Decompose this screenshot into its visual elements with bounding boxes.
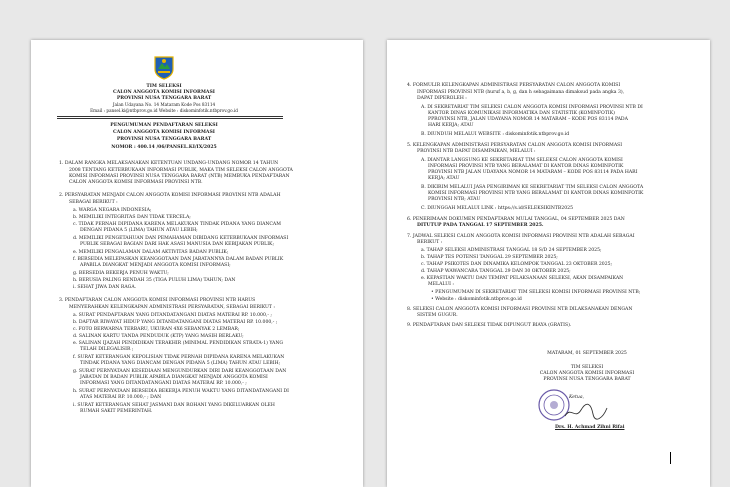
page2-body-line: • PENGUMUMAN DI SEKRETARIAT TIM SELEKSI KOMISI INFORMASI PROVINSI NTB; [431, 290, 641, 295]
page1-body-line: 3. PENDAFTARAN CALON ANGGOTA KOMISI INFORMASI PROVINSI NTB HARUS [59, 298, 256, 303]
page2-body-line: 6. PENERIMAAN DOKUMEN PENDAFTARAN MULAI TANGGAL, 04 SEPTEMBER 2025 DAN [407, 217, 625, 222]
page1-body-line: TINDAK PIDANA YANG DIANCAM DENGAN PIDANA 5 (LIMA) TAHUN ATAU LEBIH; [80, 361, 281, 366]
page2-body-line: 4. FORMULIR KELENGKAPAN ADMINISTRASI PERSYARATAN CALON ANGGOTA KOMISI [407, 83, 621, 88]
page2-body-line: BERIKUT : [417, 240, 443, 245]
page1-body-line: 2008 TENTANG KETERBUKAAN INFORMASI PUBLIK, MAKA TIM SELEKSI CALON ANGGOTA [69, 168, 293, 173]
page1-body-line: f. SURAT KETERANGAN KEPOLISIAN TIDAK PERNAH DIPIDANA KARENA MELAKUKAN [73, 355, 285, 360]
page1-body-line: KOMISI INFORMASI PROVINSI NUSA TENGGARA BARAT (NTB) MEMBUKA PENDAFTARAN [69, 174, 290, 179]
announcement-title2: CALON ANGGOTA KOMISI INFORMASI [113, 130, 215, 135]
page1-body-line: JABATAN DI BADAN PUBLIK APABILA DIANGKAT MENJADI ANGGOTA KOMISI [80, 375, 268, 380]
page1-body-line: d. SALINAN KARTU TANDA PENDUDUK (KTP) YANG MASIH BERLAKU; [73, 334, 244, 339]
page1-body-line: g. SURAT PERNYATAAN KESEDIAAN MENGUNDURKAN DIRI DARI KEANGGOTAAN DAN [73, 369, 287, 374]
page2-body-line: 8. SELEKSI CALON ANGGOTA KOMISI INFORMASI PROVINSI NTB DILAKSANAKAN DENGAN [407, 307, 633, 312]
page2-body-line: MELALUI : [428, 282, 454, 287]
letterhead-address: Jalan Udayana No. 14 Mataram Kode Pos 83114 [112, 102, 216, 107]
page1-body-line: b. MEMILIKI INTEGRITAS DAN TIDAK TERCELA; [73, 215, 191, 220]
text-cursor [670, 452, 671, 464]
announcement-title1: PENGUMUMAN PENDAFTARAN SELEKSI [110, 123, 218, 128]
closing-team1: TIM SELEKSI [570, 365, 604, 370]
page2-body-line: A. DI SEKRETARIAT TIM SELEKSI CALON ANGGOTA KOMISI INFORMASI PROVINSI NTB DI [421, 105, 643, 110]
page2-body-line: KANTOR DINAS KOMUNIKASI INFORMATIKA DAN STATISTIK (KOMINFOTIK) [428, 111, 615, 116]
letterhead-divider-thin [57, 118, 283, 119]
page1-body-line: SEBAGAI BERIKUT : [69, 200, 118, 205]
page2-body-line: PROVINSI NTB; ATAU [428, 197, 481, 202]
announcement-title3: PROVINSI NUSA TENGGARA BARAT [116, 137, 212, 142]
page2-body-line: PROVINSI NTB JALAN UDAYANA NOMOR 14 MATARAM – KODE POS 83114 PADA HARI [428, 170, 638, 175]
page1-body-line: e. SALINAN IJAZAH PENDIDIKAN TERAKHIR (MINIMAL PENDIDIKAN STRATA-1) YANG [73, 341, 284, 346]
page2-body-line: INFORMASI PROVINSI NTB YANG BERALAMAT DI KANTOR DINAS KOMINFOTIK [428, 164, 624, 169]
page1-body-line: f. BERSEDIA MELEPASKAN KEANGGOTAAN DAN JABATANNYA DALAM BADAN PUBLIK [73, 257, 284, 262]
signature-icon [563, 402, 609, 422]
page1-body-line: h. BERUSIA PALING RENDAH 35 (TIGA PULUH LIMA) TAHUN; DAN [73, 278, 236, 283]
page2-body-line: • Website : diskominfotik.ntbprov.go.id [431, 297, 522, 302]
page1-body-line: a. WARGA NEGARA INDONESIA; [73, 208, 152, 213]
page1-body-line: INFORMASI YANG DITANDATANGANI DIATAS MATERAI RP. 10.000,- ; [80, 381, 247, 386]
page1-body-line: c. FOTO BERWARNA TERBARU, UKURAN 4X6 SEBANYAK 2 LEMBAR; [73, 327, 240, 332]
page1-body-line: MENYERAHKAN KELENGKAPAN ADMINISTRASI PERSYARATAN, SEBAGAI BERIKUT : [69, 305, 275, 310]
page2-body-line: 9. PENDAFTARAN DAN SELEKSI TIDAK DIPUNGUT BIAYA (GRATIS). [407, 323, 572, 328]
page1-body-line: CALON ANGGOTA KOMISI INFORMASI PROVINSI NTB. [69, 180, 203, 185]
page1-body-line: TELAH DILEGALISIR ; [80, 347, 134, 352]
page2-body-line: B. DIKIRIM MELALUI JASA PENGIRIMAN KE SEKRETARIAT TIM SELEKSI CALON ANGGOTA [421, 185, 644, 190]
page2-body-line: HARI KERJA; ATAU [428, 123, 474, 128]
page1-body-line: i. SEHAT JIWA DAN RAGA. [73, 285, 137, 290]
page2-body-line: d. TAHAP WAWANCARA TANGGAL 29 DAN 30 OKTOBER 2025; [421, 269, 571, 274]
closing-role: Ketua, [569, 395, 585, 400]
letterhead-line2: CALON ANGGOTA KOMISI INFORMASI [113, 90, 215, 95]
page1-body-line: h. SURAT PERNYATAAN BERSEDIA BEKERJA PENUH WAKTU YANG DITANDATANGANI DI [73, 389, 289, 394]
page2-body-line: 7. JADWAL SELEKSI CALON ANGGOTA KOMISI INFORMASI PROVINSI NTB ADALAH SEBAGAI [407, 234, 635, 239]
document-page-2 [387, 40, 710, 487]
page2-body-line: KOMISI INFORMASI PROVINSI NTB YANG BERALAMAT DI KANTOR DINAS KOMINFOTIK [428, 191, 644, 196]
province-emblem-logo [153, 54, 175, 80]
page1-body-line: APABILA DIANGKAT MENJADI ANGGOTA KOMISI INFORMASI; [80, 263, 231, 268]
document-page-1 [31, 40, 363, 487]
page2-body-line: a. TAHAP SELEKSI ADMINISTRASI TANGGAL 18 S/D 24 SEPTEMBER 2025; [421, 248, 602, 253]
page2-body-line: INFORMASI PROVINSI NTB (huruf a, b, g, dan h sebagaimana dimaksud pada angka 3), [417, 90, 625, 95]
closing-signer: Drs. H. Achmad Zihni Rifai [555, 425, 625, 430]
page1-body-line: ATAS MATERAI RP. 10.000,- ; DAN [80, 395, 162, 400]
page2-body-line: SISTEM GUGUR. [417, 313, 458, 318]
letterhead-line3: PROVINSI NUSA TENGGARA BARAT [116, 96, 212, 101]
page2-body-line: e. KEPASTIAN WAKTU DAN TEMPAT PELAKSANAAN SELEKSI, AKAN DISAMPAIKAN [421, 276, 624, 281]
letterhead-line1: TIM SELEKSI [146, 84, 182, 89]
page1-body-line: b. DAFTAR RIWAYAT HIDUP YANG DITANDATANGANI DIATAS MATERAI RP. 10.000,- ; [73, 320, 278, 325]
closing-place-date: MATARAM, 01 SEPTEMBER 2025 [547, 351, 627, 356]
announcement-number: NOMOR : 400.14 /06/PANSEL.KI/IX/2025 [111, 145, 217, 150]
page1-body-line: DENGAN PIDANA 5 (LIMA) TAHUN ATAU LEBIH; [80, 228, 198, 233]
page2-body-line: DITUTUP PADA TANGGAL 17 SEPTEMBER 2025. [417, 223, 544, 228]
page2-body-line: A. DIANTAR LANGSUNG KE SEKRETARIAT TIM SELEKSI CALON ANGGOTA KOMISI [421, 158, 623, 163]
page1-body-line: g. BERSEDIA BEKERJA PENUH WAKTU; [73, 271, 169, 276]
page2-body-line: 5. KELENGKAPAN ADMINISTRASI PERSYARATAN CALON ANGGOTA KOMISI INFORMASI [407, 143, 623, 148]
page2-body-line: DAPAT DIPEROLEH : [417, 96, 467, 101]
page1-body-line: PUBLIK SEBAGAI BAGIAN DARI HAK ASASI MANUSIA DAN KEBIJAKAN PUBLIK; [80, 242, 275, 247]
page1-body-line: c. TIDAK PERNAH DIPIDANA KARENA MELAKUKAN TINDAK PIDANA YANG DIANCAM [73, 222, 281, 227]
closing-team2: CALON ANGGOTA KOMISI INFORMASI [539, 371, 635, 376]
letterhead-contact: Email : pansel.ki@ntbprov.go.id Website : diskominfotik.ntbprov.go.id [90, 108, 238, 113]
page2-body-line: b. TAHAP TES POTENSI TANGGAL 29 SEPTEMBER 2025; [421, 255, 558, 260]
page2-body-line: c. TAHAP PSIKOTES DAN DINAMIKA KELOMPOK TANGGAL 23 OKTOBER 2025; [421, 262, 613, 267]
page2-body-line: PPROVINSI NTB, JALAN UDAYANA NOMOR 14 MATARAM – KODE POS 83114 PADA [428, 117, 628, 122]
page2-body-line: KERJA; ATAU [428, 176, 460, 181]
closing-team3: PROVINSI NUSA TENGGARA BARAT [543, 377, 631, 382]
page1-body-line: e. MEMILIKI PENGALAMAN DALAM AKTIVITAS BADAN PUBLIK; [73, 250, 229, 255]
page1-body-line: i. SURAT KETERANGAN SEHAT JASMANI DAN ROHANI YANG DIKELUARKAN OLEH [73, 403, 275, 408]
page2-body-line: B. DIUNDUH MELALUI WEBSITE : diskominfotik.ntbprov.go.id [421, 132, 570, 137]
page2-body-line: C. DIUNGGAH MELALUI LINK : https://s.id/SELEKSIKINTB2025 [421, 206, 573, 211]
page2-body-line: PROVINSI NTB DAPAT DISAMPAIKAN, MELALUI : [417, 149, 536, 154]
page1-body-line: d. MEMILIKI PENGETAHUAN DAN PEMAHAMAN DIBIDANG KETERBUKAAN INFORMASI [73, 236, 289, 241]
page1-body-line: 1. DALAM RANGKA MELAKSANAKAN KETENTUAN UNDANG-UNDANG NOMOR 14 TAHUN [59, 161, 279, 166]
page1-body-line: 2. PERSYARATAN MENJADI CALON ANGGOTA KOMISI INFORMASI PROVINSI NTB ADALAH [59, 193, 281, 198]
page1-body-line: a. SURAT PENDAFTARAN YANG DITANDATANGANI DIATAS MATERAI RP. 10.000,- ; [73, 313, 272, 318]
page1-body-line: RUMAH SAKIT PEMERINTAH. [80, 409, 153, 414]
